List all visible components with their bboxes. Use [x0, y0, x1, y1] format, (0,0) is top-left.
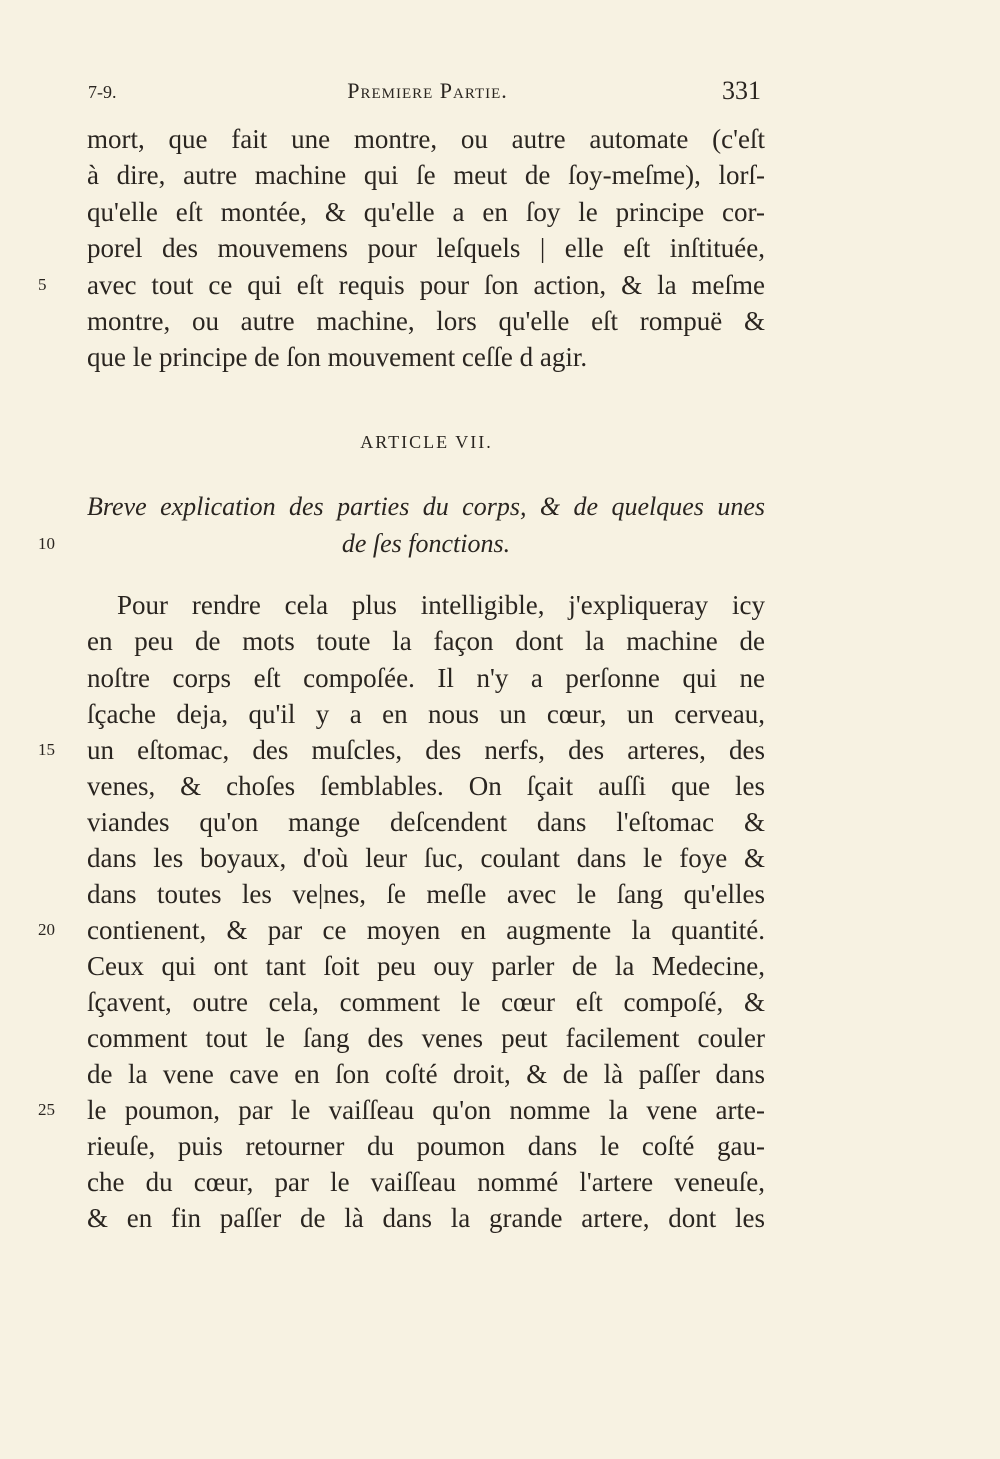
text-line: & en fin paſſer de là dans la grande artere, dont les — [87, 1203, 765, 1233]
line-number: 25 — [38, 1100, 55, 1119]
line-number: 10 — [38, 534, 55, 553]
running-header — [0, 76, 1000, 110]
line-number: 20 — [38, 920, 55, 939]
text-line: comment tout le ſang des venes peut facilement couler — [87, 1023, 765, 1053]
text-line: contienent, & par ce moyen en augmente la quantité. — [87, 915, 765, 945]
line-number: 5 — [38, 275, 47, 294]
text-line: ſçavent, outre cela, comment le cœur eſt compoſé, & — [87, 987, 765, 1017]
signature-mark: 7-9. — [88, 82, 117, 102]
text-line: à dire, autre machine qui ſe meut de ſoy-meſme), lorſ- — [87, 160, 765, 190]
text-line: que le principe de ſon mouvement ceſſe d agir. — [87, 342, 588, 372]
text-line: de la vene cave en ſon coſté droit, & de là paſſer dans — [87, 1059, 765, 1089]
article-heading: ARTICLE VII. — [360, 432, 493, 452]
text-line: le poumon, par le vaiſſeau qu'on nomme la vene arte- — [87, 1095, 765, 1125]
text-line: ſçache deja, qu'il y a en nous un cœur, un cerveau, — [87, 699, 765, 729]
text-line: che du cœur, par le vaiſſeau nommé l'artere veneuſe, — [87, 1167, 765, 1197]
text-line: en peu de mots toute la façon dont la machine de — [87, 626, 765, 656]
article-title: de ſes fonctions. — [341, 529, 511, 558]
line-number: 15 — [38, 740, 55, 759]
text-line: porel des mouvemens pour leſquels | elle eſt inſtituée, — [87, 233, 765, 263]
text-line: Pour rendre cela plus intelligible, j'expliqueray icy — [117, 590, 765, 620]
text-line: noſtre corps eſt compoſée. Il n'y a perſonne qui ne — [87, 663, 765, 693]
text-line: venes, & choſes ſemblables. On ſçait auſſi que les — [87, 771, 765, 801]
text-line: qu'elle eſt montée, & qu'elle a en ſoy le principe cor- — [87, 197, 765, 227]
running-title: Premiere Partie. — [347, 78, 508, 103]
text-line: viandes qu'on mange deſcendent dans l'eſtomac & — [87, 807, 765, 837]
text-line: mort, que fait une montre, ou autre automate (c'eſt — [87, 124, 765, 154]
text-line: montre, ou autre machine, lors qu'elle eſt rompuë & — [87, 306, 765, 336]
text-line: un eſtomac, des muſcles, des nerfs, des arteres, des — [87, 735, 765, 765]
text-line: Ceux qui ont tant ſoit peu ouy parler de la Medecine, — [87, 951, 765, 981]
text-line: avec tout ce qui eſt requis pour ſon action, & la meſme — [87, 270, 765, 300]
text-line: dans toutes les ve|nes, ſe meſle avec le ſang qu'elles — [87, 879, 765, 909]
text-line: dans les boyaux, d'où leur ſuc, coulant dans le foye & — [87, 843, 765, 873]
text-line: rieuſe, puis retourner du poumon dans le coſté gau- — [87, 1131, 765, 1161]
article-title: Breve explication des parties du corps, & de quelques unes — [87, 492, 765, 521]
page-number: 331 — [722, 76, 761, 105]
